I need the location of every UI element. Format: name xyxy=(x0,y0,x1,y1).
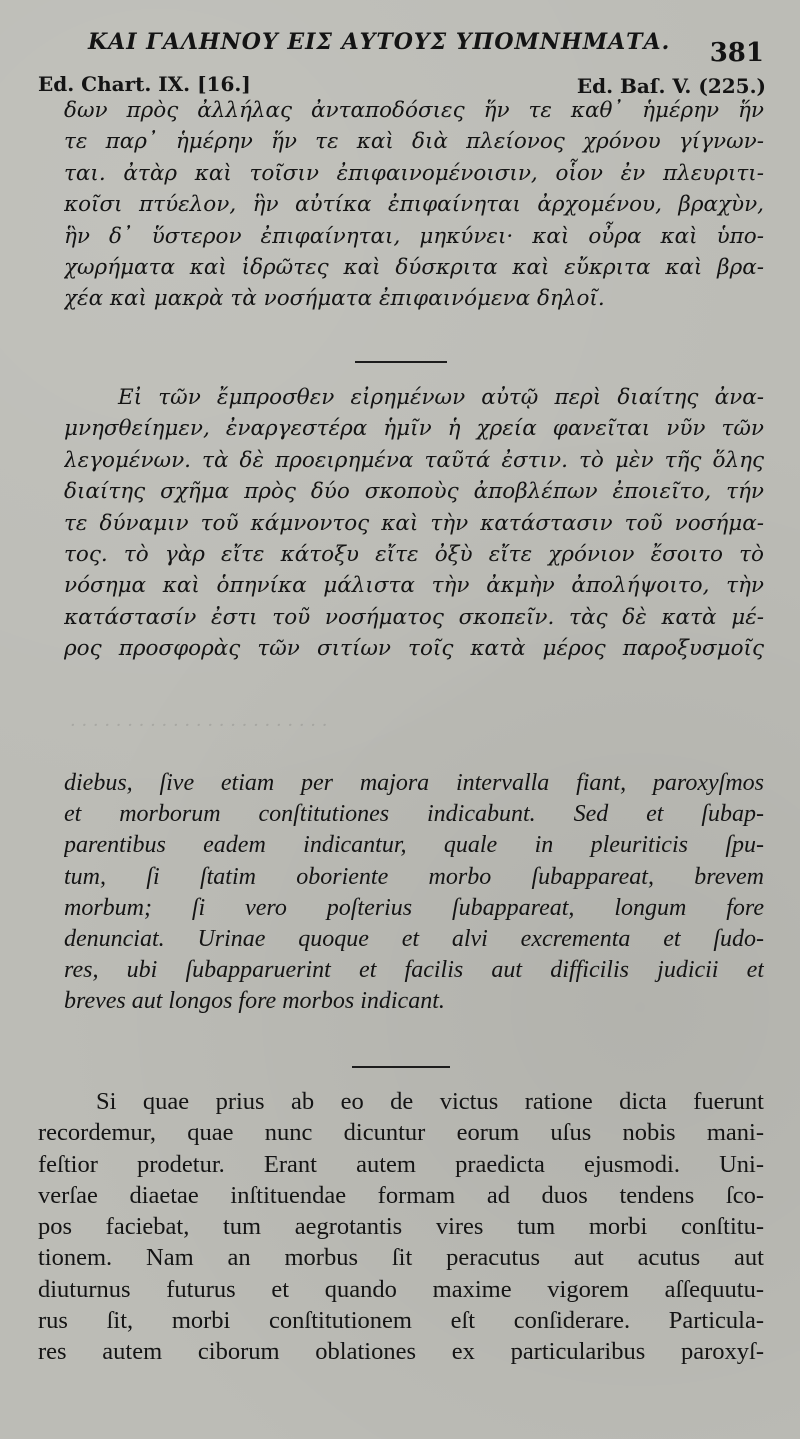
latin-italic-block xyxy=(64,768,764,1018)
text-line: τε δύναμιν τοῦ κάμνοντος καὶ τὴν κατάστασιν τοῦ νοσήμα- xyxy=(64,510,764,536)
text-line: κατάστασίν ἐστι τοῦ νοσήματος σκοπεῖν. τὰς δὲ κατὰ μέ- xyxy=(64,604,764,630)
text-line: diuturnus futurus et quando maxime vigorem aſſequutu- xyxy=(38,1275,764,1303)
text-line: χέα καὶ μακρὰ τὰ νοσήματα ἐπιφαινόμενα δηλοῖ. xyxy=(64,286,605,312)
text-line: parentibus eadem indicantur, quale in pleuriticis ſpu- xyxy=(64,832,764,859)
text-line: morbum; ſi vero poſterius ſubappareat, longum fore xyxy=(64,894,764,921)
text-line: κοῖσι πτύελον, ἣν αὐτίκα ἐπιφαίνηται ἀρχομένου, βραχὺν, xyxy=(64,192,764,218)
text-line: denunciat. Urinae quoque et alvi excrementa et ſudo- xyxy=(64,926,764,953)
text-line: tum, ſi ſtatim oboriente morbo ſubappareat, brevem xyxy=(64,863,764,890)
text-line: τος. τὸ γὰρ εἴτε κάτοξυ εἴτε ὀξὺ εἴτε χρόνιον ἔσοιτο τὸ xyxy=(64,542,764,568)
edition-reference-right: Ed. Baſ. V. (225.) xyxy=(576,74,766,98)
text-line: χωρήματα καὶ ἱδρῶτες καὶ δύσκριτα καὶ εὔκριτα καὶ βρα- xyxy=(64,255,764,281)
latin-roman-block xyxy=(38,1086,764,1368)
text-line: pos faciebat, tum aegrotantis vires tum morbi conſtitu- xyxy=(38,1213,764,1241)
text-line: Εἰ τῶν ἔμπροσθεν εἰρημένων αὐτῷ περὶ διαίτης ἀνα- xyxy=(118,385,764,410)
text-line: feſtior prodetur. Erant autem praedicta ejusmodi. Uni- xyxy=(38,1150,764,1178)
running-header-title: ΚΑΙ ΓΑΛΗΝΟΥ ΕΙΣ ΑΥΤΟΥΣ ΥΠΟΜΝΗΜΑΤΑ. xyxy=(88,29,671,55)
text-line: rus ſit, morbi conſtitutionem eſt conſiderare. Particula- xyxy=(38,1307,764,1335)
text-line: ἣν δ᾽ ὕστερον ἐπιφαίνηται, μηκύνει· καὶ οὖρα καὶ ὑπο- xyxy=(64,223,764,249)
text-line: ρος προσφορὰς τῶν σιτίων τοῖς κατὰ μέρος παροξυσμοῖς xyxy=(64,636,764,662)
bleed-through-text: · · · · · · · · · · · · · · · · · · · · · · · xyxy=(70,715,328,736)
text-line: verſae diaetae inſtituendae formam ad duos tendens ſco- xyxy=(38,1181,764,1209)
text-line: res, ubi ſubapparuerint et facilis aut difficilis judicii et xyxy=(64,957,764,984)
page-number: 381 xyxy=(709,38,764,68)
edition-reference-left: Ed. Chart. IX. [16.] xyxy=(38,72,251,96)
text-line: δων πρὸς ἀλλήλας ἀνταποδόσιες ἥν τε καθ᾽ ἡμέρην ἥν xyxy=(64,98,764,123)
text-line: recordemur, quae nunc dicuntur eorum uſus nobis mani- xyxy=(38,1119,764,1147)
greek-text-block-2 xyxy=(64,382,764,665)
section-divider xyxy=(352,1066,450,1068)
section-divider xyxy=(355,361,447,363)
text-line: et morborum conſtitutiones indicabunt. Sed et ſubap- xyxy=(64,801,764,828)
text-line: τε παρ᾽ ἡμέρην ἥν τε καὶ διὰ πλείονος χρόνου γίγνων- xyxy=(64,129,764,155)
text-line: breves aut longos fore morbos indicant. xyxy=(64,988,445,1015)
text-line: res autem ciborum oblationes ex particularibus paroxyſ- xyxy=(38,1338,764,1366)
text-line: νόσημα καὶ ὁπηνίκα μάλιστα τὴν ἀκμὴν ἀπολήψοιτο, τὴν xyxy=(64,573,764,599)
text-line: diebus, ſive etiam per majora intervalla fiant, paroxyſmos xyxy=(64,770,764,796)
text-line: ται. ἀτὰρ καὶ τοῖσιν ἐπιφαινομένοισιν, οἷον ἐν πλευριτι- xyxy=(64,160,764,186)
text-line: μνησθείημεν, ἐναργεστέρα ἡμῖν ἡ χρεία φανεῖται νῦν τῶν xyxy=(64,416,764,442)
greek-text-block-1 xyxy=(64,95,764,315)
text-line: Si quae prius ab eo de victus ratione dicta fuerunt xyxy=(96,1088,764,1115)
text-line: διαίτης σχῆμα πρὸς δύο σκοποὺς ἀποβλέπων ἐποιεῖτο, τήν xyxy=(64,479,764,505)
text-line: tionem. Nam an morbus ſit peracutus aut acutus aut xyxy=(38,1244,764,1272)
text-line: λεγομένων. τὰ δὲ προειρημένα ταῦτά ἐστιν. τὸ μὲν τῆς ὅλης xyxy=(64,447,764,473)
